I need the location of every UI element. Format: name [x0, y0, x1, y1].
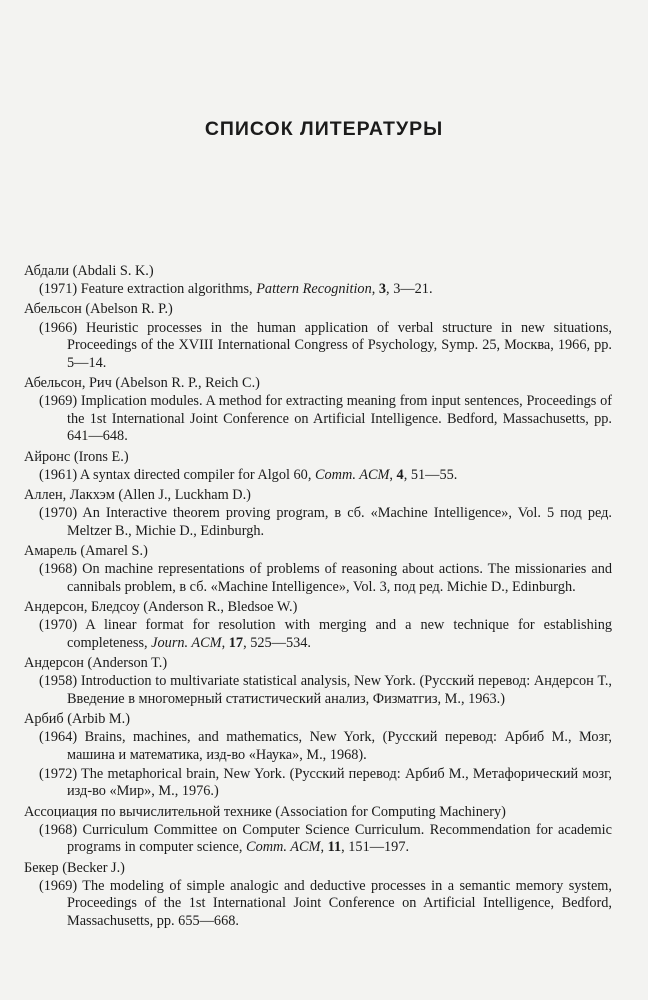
reference-entry [24, 766, 612, 801]
reference-year: (1968) [39, 561, 78, 578]
reference-author: Андерсон, Бледсоу (Anderson R., Bledsoe W.) [24, 598, 298, 615]
reference-text: , 51—55. [403, 466, 458, 483]
reference-text: A syntax directed compiler for Algol 60, [79, 466, 315, 483]
reference-text: Brains, machines, and mathematics, New York, (Русский перевод: Арбиб М., Мозг, машина и математика, изд-во «Наука», М., 1968). [67, 729, 613, 763]
reference-year: (1971) [39, 281, 78, 298]
reference-text: An Interactive theorem proving program, в сб. «Machine Intelligence», Vol. 5 под ред. Meltzer B., Michie D., Edinburgh. [67, 505, 612, 539]
reference-text: The modeling of simple analogic and deductive processes in a semantic memory system, Proceedings of the 1st International Joint Conference on Artificial Intelligence, Bedford, Massachusetts, pp. 655—668. [67, 877, 612, 930]
reference-text: The metaphorical brain, New York. (Русский перевод: Арбиб М., Метафорический мозг, изд-во «Мир», М., 1976.) [67, 765, 612, 800]
volume-number: 17 [228, 634, 244, 651]
reference-year: (1969) [39, 877, 78, 894]
reference-year: (1969) [39, 393, 78, 410]
reference-author: Амарель (Amarel S.) [24, 542, 148, 559]
reference-year: (1968) [39, 821, 78, 838]
reference-text: , [371, 281, 379, 298]
volume-number: 11 [327, 839, 342, 856]
journal-title: Pattern Recognition [256, 281, 372, 298]
reference-entry [24, 281, 612, 299]
reference-entry [24, 878, 612, 931]
reference-author: Абдали (Abdali S. K.) [24, 263, 154, 279]
reference-year: (1958) [39, 673, 78, 690]
reference-entry [24, 393, 612, 446]
reference-entry [24, 467, 612, 485]
reference-text: A linear format for resolution with merging and a new technique for establishing completeness, [67, 617, 612, 651]
reference-text: Curriculum Committee on Computer Science Curriculum. Recommendation for academic programs in computer science, [67, 821, 612, 856]
reference-list [24, 262, 612, 932]
reference-author: Бекер (Becker J.) [24, 859, 125, 876]
reference-year: (1966) [39, 319, 78, 336]
reference-entry [24, 561, 612, 596]
reference-year: (1961) [39, 466, 78, 483]
reference-text: , 151—197. [341, 839, 410, 856]
reference-year: (1964) [39, 729, 78, 746]
reference-text: , [389, 466, 397, 483]
reference-text: Introduction to multivariate statistical analysis, New York. (Русский перевод: Андерсон Т., Введение в многомерный статистический анализ, Физматгиз, М., 1963.) [67, 673, 612, 707]
reference-text: , [221, 634, 229, 651]
reference-text: , 3—21. [386, 281, 433, 298]
journal-title: Comm. ACM [246, 839, 321, 856]
reference-entry [24, 673, 612, 708]
volume-number: 3 [378, 281, 387, 298]
reference-entry [24, 617, 612, 652]
reference-year: (1970) [39, 505, 78, 522]
reference-author: Арбиб (Arbib M.) [24, 710, 130, 727]
reference-entry [24, 505, 612, 540]
reference-entry [24, 320, 612, 373]
reference-entry [24, 822, 612, 857]
reference-text: , 525—534. [243, 634, 311, 651]
reference-year: (1972) [39, 765, 78, 782]
reference-entry [24, 729, 612, 764]
reference-author: Абельсон (Abelson R. P.) [24, 301, 173, 318]
journal-title: Journ. ACM [151, 634, 222, 651]
reference-text: , [320, 839, 328, 856]
reference-year: (1970) [39, 617, 78, 634]
journal-title: Comm. ACM [314, 466, 390, 483]
reference-author: Айронс (Irons E.) [24, 448, 129, 465]
reference-author: Аллен, Лакхэм (Allen J., Luckham D.) [24, 486, 251, 503]
reference-text: Implication modules. A method for extracting meaning from input sentences, Proceedings of the 1st International Joint Conference on Artificial Intelligence. Bedford, Massachusetts, pp. 641—648. [67, 393, 612, 445]
reference-text: Feature extraction algorithms, [80, 281, 257, 298]
reference-author: Ассоциация по вычислительной технике (Association for Computing Machinery) [24, 803, 506, 820]
reference-author: Абельсон, Рич (Abelson R. P., Reich C.) [24, 374, 260, 391]
reference-author: Андерсон (Anderson T.) [24, 654, 168, 671]
page-title: СПИСОК ЛИТЕРАТУРЫ [204, 118, 444, 140]
volume-number: 4 [396, 466, 404, 483]
reference-text: On machine representations of problems of reasoning about actions. The missionaries and cannibals problem, в сб. «Machine Intelligence», Vol. 3, под ред. Michie D., Edinburgh. [67, 561, 612, 595]
reference-text: Heuristic processes in the human application of verbal structure in new situations, Proceedings of the XVIII International Congress of Psychology, Symp. 25, Москва, 1966, pp. 5—14. [67, 319, 612, 371]
